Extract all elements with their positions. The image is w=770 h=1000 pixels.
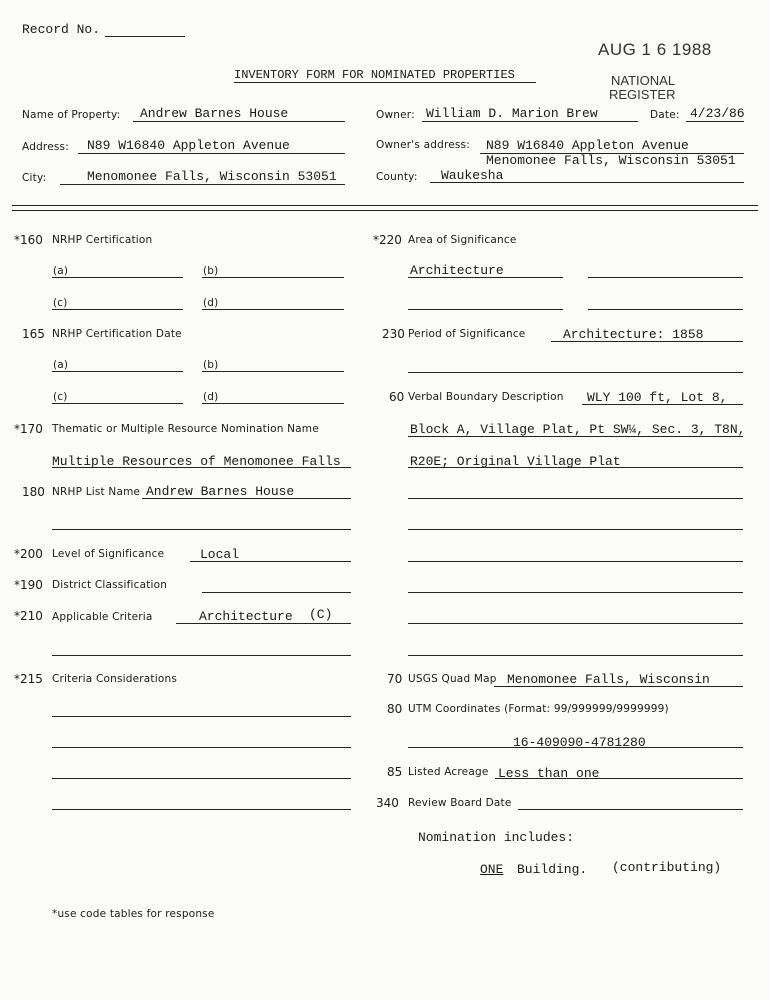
criteria-value: Architecture bbox=[199, 609, 293, 624]
cert-date-sub-a: (a) bbox=[53, 359, 69, 371]
utm-field[interactable] bbox=[408, 747, 743, 748]
stamp-national: NATIONAL bbox=[611, 73, 676, 88]
cert-date-sub-c: (c) bbox=[53, 391, 68, 403]
period-label: Period of Significance bbox=[408, 328, 526, 340]
owner-address-line2: Menomonee Falls, Wisconsin 53051 bbox=[486, 153, 736, 168]
utm-value: 16-409090-4781280 bbox=[513, 735, 646, 750]
district-field[interactable] bbox=[202, 592, 351, 593]
thematic-field[interactable] bbox=[52, 467, 351, 468]
cert-sub-b: (b) bbox=[203, 265, 219, 277]
cert-sub-a: (a) bbox=[53, 265, 69, 277]
cert-label: NRHP Certification bbox=[52, 234, 153, 246]
county-field[interactable] bbox=[430, 182, 744, 183]
cert-date-sub-d: (d) bbox=[203, 391, 219, 403]
boundary-code: 60 bbox=[389, 390, 405, 404]
review-label: Review Board Date bbox=[408, 797, 512, 809]
divider-bottom bbox=[12, 210, 758, 211]
boundary-field-6[interactable] bbox=[408, 561, 743, 562]
criteria-label: Applicable Criteria bbox=[52, 611, 153, 623]
period-field[interactable] bbox=[551, 341, 743, 342]
county-label: County: bbox=[376, 171, 418, 183]
level-label: Level of Significance bbox=[52, 548, 165, 560]
thematic-label: Thematic or Multiple Resource Nomination Name bbox=[52, 423, 319, 435]
period-value: Architecture: 1858 bbox=[563, 327, 704, 342]
level-value: Local bbox=[200, 547, 240, 562]
stamp-register: REGISTER bbox=[609, 87, 676, 102]
period-code: 230 bbox=[382, 327, 405, 341]
list-name-field-2[interactable] bbox=[52, 529, 351, 530]
list-name-code: 180 bbox=[22, 485, 45, 499]
usgs-field[interactable] bbox=[494, 686, 743, 687]
owner-label: Owner: bbox=[376, 109, 415, 121]
boundary-field-4[interactable] bbox=[408, 498, 743, 499]
utm-label: UTM Coordinates (Format: 99/999999/9999999) bbox=[408, 703, 669, 715]
cert-date-label: NRHP Certification Date bbox=[52, 328, 182, 340]
area-field-2[interactable] bbox=[588, 277, 743, 278]
nomination-type: Building. bbox=[517, 862, 588, 877]
criteria-extra: (C) bbox=[309, 607, 333, 622]
county-value: Waukesha bbox=[441, 168, 504, 183]
criteria-field[interactable] bbox=[176, 623, 351, 624]
level-field[interactable] bbox=[190, 561, 351, 562]
city-label: City: bbox=[22, 172, 47, 184]
footnote: *use code tables for response bbox=[52, 908, 215, 920]
district-code: *190 bbox=[14, 578, 43, 592]
cert-sub-d: (d) bbox=[203, 297, 219, 309]
criteria-code: *210 bbox=[14, 609, 43, 623]
review-field[interactable] bbox=[518, 809, 743, 810]
city-field[interactable] bbox=[60, 184, 345, 185]
boundary-field-9[interactable] bbox=[408, 655, 743, 656]
considerations-field-3[interactable] bbox=[52, 778, 351, 779]
record-no-field[interactable] bbox=[105, 36, 185, 37]
cert-field-d[interactable] bbox=[202, 309, 344, 310]
area-value: Architecture bbox=[410, 263, 504, 278]
owner-field[interactable] bbox=[422, 121, 638, 122]
cert-sub-c: (c) bbox=[53, 297, 68, 309]
nomination-status: (contributing) bbox=[612, 860, 722, 875]
cert-code: *160 bbox=[14, 233, 43, 247]
boundary-field-3[interactable] bbox=[408, 467, 743, 468]
area-field-3[interactable] bbox=[408, 309, 563, 310]
cert-field-c[interactable] bbox=[52, 309, 183, 310]
usgs-label: USGS Quad Map bbox=[408, 673, 497, 685]
divider-top bbox=[12, 205, 758, 206]
nomination-label: Nomination includes: bbox=[418, 830, 575, 845]
name-value: Andrew Barnes House bbox=[140, 106, 289, 121]
acreage-value: Less than one bbox=[498, 766, 600, 781]
acreage-code: 85 bbox=[387, 765, 403, 779]
cert-date-code: 165 bbox=[22, 327, 45, 341]
cert-date-field-d[interactable] bbox=[202, 403, 344, 404]
list-name-label: NRHP List Name bbox=[52, 486, 141, 498]
level-code: *200 bbox=[14, 547, 43, 561]
area-label: Area of Significance bbox=[408, 234, 517, 246]
boundary-line3: R20E; Original Village Plat bbox=[410, 454, 621, 469]
period-field-2[interactable] bbox=[408, 372, 743, 373]
date-field[interactable] bbox=[686, 121, 744, 122]
record-no-label: Record No. bbox=[22, 22, 101, 37]
usgs-value: Menomonee Falls, Wisconsin bbox=[507, 672, 710, 687]
considerations-field-2[interactable] bbox=[52, 747, 351, 748]
city-value: Menomonee Falls, Wisconsin 53051 bbox=[87, 169, 337, 184]
cert-date-field-b[interactable] bbox=[202, 371, 344, 372]
district-label: District Classification bbox=[52, 579, 168, 591]
owner-address-label: Owner's address: bbox=[376, 139, 470, 151]
thematic-code: *170 bbox=[14, 422, 43, 436]
area-field-4[interactable] bbox=[588, 309, 743, 310]
boundary-line1: WLY 100 ft, Lot 8, bbox=[587, 390, 728, 405]
list-name-value: Andrew Barnes House bbox=[146, 484, 295, 499]
owner-value: William D. Marion Brew bbox=[426, 106, 598, 121]
considerations-field-1[interactable] bbox=[52, 716, 351, 717]
review-code: 340 bbox=[376, 796, 399, 810]
received-date-stamp: AUG 1 6 1988 bbox=[598, 40, 712, 59]
list-name-field[interactable] bbox=[142, 498, 351, 499]
name-field[interactable] bbox=[133, 121, 345, 122]
cert-date-field-c[interactable] bbox=[52, 403, 183, 404]
considerations-code: *215 bbox=[14, 672, 43, 686]
considerations-label: Criteria Considerations bbox=[52, 673, 178, 685]
date-label: Date: bbox=[650, 109, 680, 121]
boundary-field-1[interactable] bbox=[582, 404, 743, 405]
cert-field-a[interactable] bbox=[52, 277, 183, 278]
address-field[interactable] bbox=[78, 153, 345, 154]
address-label: Address: bbox=[22, 141, 69, 153]
nomination-count: ONE bbox=[480, 862, 504, 877]
cert-field-b[interactable] bbox=[202, 277, 344, 278]
address-value: N89 W16840 Appleton Avenue bbox=[87, 138, 290, 153]
considerations-field-4[interactable] bbox=[52, 809, 351, 810]
boundary-line2: Block A, Village Plat, Pt SW¼, Sec. 3, T8N, bbox=[410, 422, 746, 437]
utm-code: 80 bbox=[387, 702, 403, 716]
boundary-field-8[interactable] bbox=[408, 623, 743, 624]
usgs-code: 70 bbox=[387, 672, 403, 686]
criteria-field-2[interactable] bbox=[52, 655, 351, 656]
cert-date-field-a[interactable] bbox=[52, 371, 183, 372]
date-value: 4/23/86 bbox=[690, 106, 745, 121]
thematic-value: Multiple Resources of Menomonee Falls bbox=[52, 454, 341, 469]
boundary-field-7[interactable] bbox=[408, 592, 743, 593]
area-code: *220 bbox=[373, 233, 402, 247]
boundary-field-5[interactable] bbox=[408, 529, 743, 530]
area-field-1[interactable] bbox=[408, 277, 563, 278]
owner-address-line1: N89 W16840 Appleton Avenue bbox=[486, 138, 689, 153]
boundary-field-2[interactable] bbox=[408, 436, 743, 437]
acreage-field[interactable] bbox=[495, 778, 743, 779]
cert-date-sub-b: (b) bbox=[203, 359, 219, 371]
form-title: INVENTORY FORM FOR NOMINATED PROPERTIES bbox=[234, 68, 515, 82]
acreage-label: Listed Acreage bbox=[408, 766, 489, 778]
name-label: Name of Property: bbox=[22, 109, 121, 121]
title-underline bbox=[234, 82, 536, 83]
boundary-label: Verbal Boundary Description bbox=[408, 391, 564, 403]
